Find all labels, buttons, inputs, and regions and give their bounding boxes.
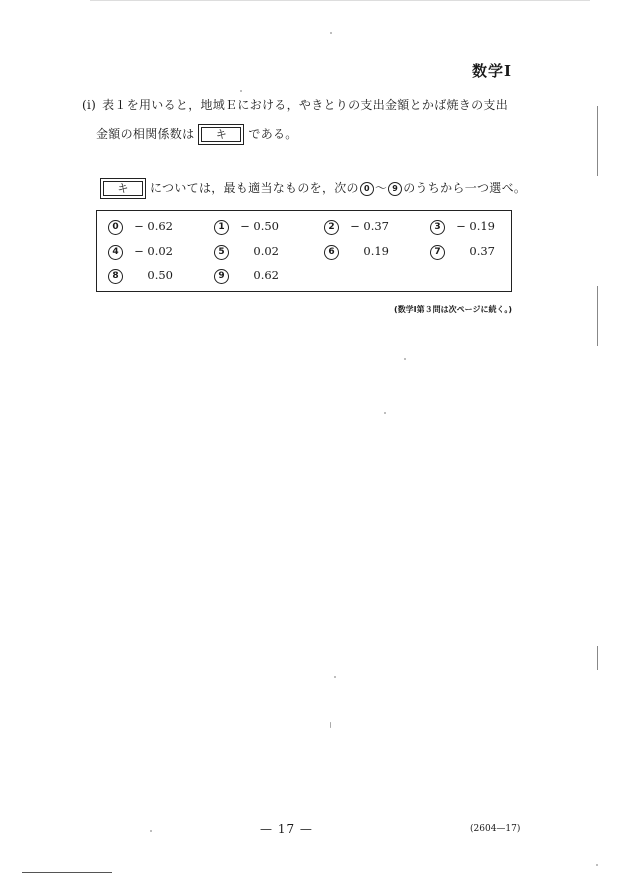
choice-value: 0.62 bbox=[253, 268, 279, 282]
scan-margin-line bbox=[597, 646, 598, 670]
choice-item[interactable] bbox=[429, 219, 495, 235]
scan-speck bbox=[404, 358, 406, 360]
instruction-line bbox=[96, 178, 526, 199]
choice-item[interactable] bbox=[107, 219, 173, 235]
scan-speck bbox=[150, 830, 152, 832]
choice-value: − 0.50 bbox=[240, 219, 279, 233]
scan-speck bbox=[330, 722, 331, 728]
choice-value: − 0.19 bbox=[456, 219, 495, 233]
choice-value: − 0.37 bbox=[350, 219, 389, 233]
choice-number: 0 bbox=[108, 220, 123, 235]
question-line-1 bbox=[82, 96, 508, 113]
page-code: (2604—17) bbox=[470, 824, 521, 834]
choice-number: 3 bbox=[430, 220, 445, 235]
question-text-3: である。 bbox=[248, 127, 298, 141]
choice-value: − 0.02 bbox=[134, 244, 173, 258]
range-start-marker: 0 bbox=[360, 182, 374, 196]
question-number: (i) bbox=[82, 98, 97, 112]
question-text-1: 表１を用いると，地域Ｅにおける，やきとりの支出金額とかば焼きの支出 bbox=[102, 98, 509, 112]
choice-item[interactable] bbox=[107, 244, 173, 260]
choice-value: 0.37 bbox=[469, 244, 495, 258]
choice-item[interactable] bbox=[429, 244, 495, 260]
choice-item[interactable] bbox=[213, 268, 279, 284]
subject-title: 数学Ⅰ bbox=[471, 62, 512, 80]
choice-value: 0.19 bbox=[363, 244, 389, 258]
scan-speck bbox=[596, 864, 598, 866]
choice-value: 0.50 bbox=[147, 268, 173, 282]
choice-number: 4 bbox=[108, 245, 123, 260]
choice-item[interactable] bbox=[323, 244, 389, 260]
answer-box[interactable] bbox=[198, 124, 244, 145]
question-line-2 bbox=[96, 124, 298, 145]
question-text-2: 金額の相関係数は bbox=[96, 127, 195, 141]
answer-box-ref-label: キ bbox=[103, 181, 143, 196]
choice-number: 9 bbox=[214, 269, 229, 284]
choice-item[interactable] bbox=[107, 268, 173, 284]
choice-item[interactable] bbox=[213, 219, 279, 235]
scan-speck bbox=[330, 32, 332, 34]
choice-number: 2 bbox=[324, 220, 339, 235]
scan-top-edge bbox=[90, 0, 590, 1]
answer-box-label: キ bbox=[201, 127, 241, 142]
choice-number: 7 bbox=[430, 245, 445, 260]
choice-number: 8 bbox=[108, 269, 123, 284]
choice-value: − 0.62 bbox=[134, 219, 173, 233]
answer-box-ref bbox=[100, 178, 146, 199]
continuation-note: (数学Ⅰ第３問は次ページに続く。) bbox=[394, 305, 512, 314]
scan-margin-line bbox=[597, 106, 598, 176]
choice-item[interactable] bbox=[323, 219, 389, 235]
range-end-marker: 9 bbox=[388, 182, 402, 196]
scan-speck bbox=[384, 412, 386, 414]
page-number: — 17 — bbox=[260, 822, 313, 836]
scan-margin-line bbox=[597, 286, 598, 346]
instruction-text: については，最も適当なものを，次の bbox=[150, 181, 359, 195]
scan-speck bbox=[240, 90, 242, 92]
choice-value: 0.02 bbox=[253, 244, 279, 258]
choices-box bbox=[96, 210, 512, 292]
choice-number: 1 bbox=[214, 220, 229, 235]
choice-number: 6 bbox=[324, 245, 339, 260]
choice-number: 5 bbox=[214, 245, 229, 260]
scan-speck bbox=[334, 676, 336, 678]
scan-bottom-line bbox=[22, 872, 112, 873]
instruction-text-end: のうちから一つ選べ。 bbox=[403, 181, 527, 195]
choice-item[interactable] bbox=[213, 244, 279, 260]
range-separator: ～ bbox=[374, 181, 388, 195]
